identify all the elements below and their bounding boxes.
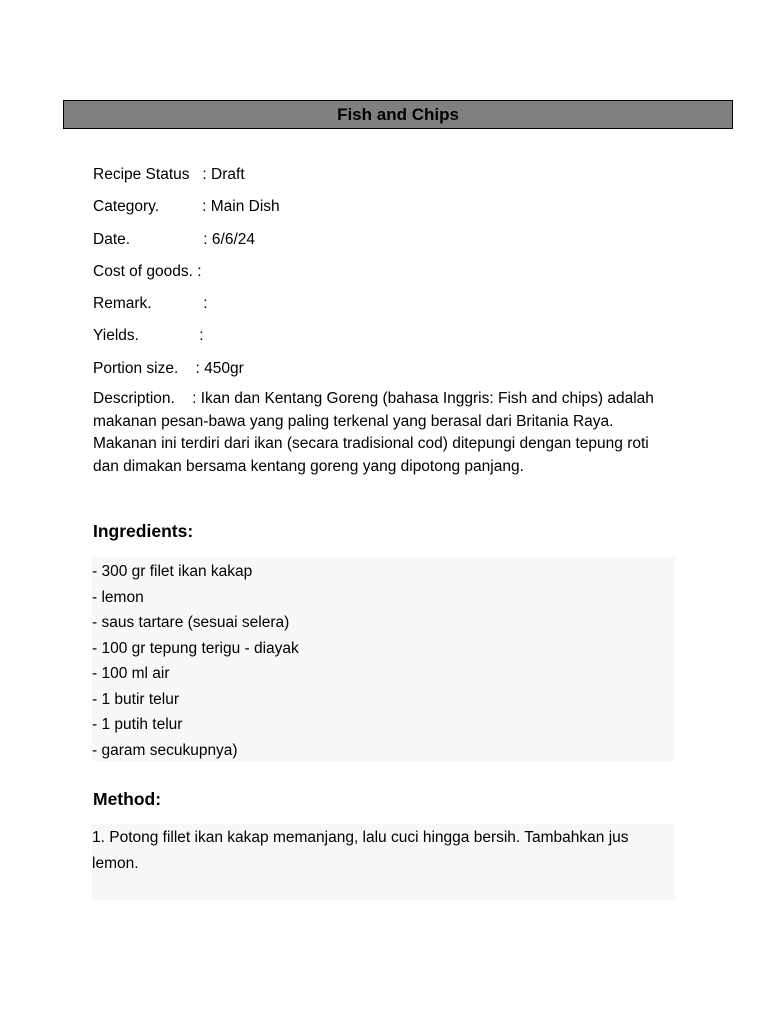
field-separator: :	[178, 359, 205, 377]
field-label: Remark.	[93, 295, 152, 313]
field-label: Recipe Status	[93, 166, 190, 183]
field-separator: :	[151, 295, 212, 313]
field-label: Date.	[93, 230, 131, 248]
list-item: - lemon	[92, 588, 144, 606]
list-item: - 300 gr filet ikan kakap	[92, 563, 253, 580]
field-portion-size	[93, 357, 683, 389]
field-yields	[93, 324, 683, 356]
list-item: - 100 ml air	[92, 665, 170, 682]
field-separator: :	[159, 198, 211, 216]
description-separator: :	[174, 390, 201, 407]
field-label: Portion size.	[93, 359, 179, 377]
list-item: - saus tartare (sesuai selera)	[92, 614, 290, 631]
field-recipe-status	[93, 163, 683, 195]
recipe-meta	[93, 163, 683, 389]
field-value: Main Dish	[210, 198, 280, 216]
field-separator: :	[192, 262, 206, 280]
field-separator: :	[189, 166, 212, 183]
method-step: 1. Potong fillet ikan kakap memanjang, lalu cuci hingga bersih. Tambahkan jus lemon.	[92, 829, 629, 872]
list-item: - 1 putih telur	[92, 716, 183, 733]
field-separator: :	[130, 230, 212, 248]
description-text: Ikan dan Kentang Goreng (bahasa Inggris: Fish and chips) adalah makanan pesan-bawa yang paling terkenal yang berasal dari Britania Raya. Makanan ini terdiri dari ikan (secara tradisional cod) ditepungi dengan tepung roti dan dimakan bersama kentang goreng yang dipotong panjang.	[93, 390, 654, 475]
field-label: Yields.	[93, 327, 139, 345]
field-value: 450gr	[204, 359, 244, 377]
field-value: Draft	[211, 166, 245, 183]
field-cost-of-goods	[93, 260, 683, 292]
field-value: 6/6/24	[211, 230, 255, 248]
list-item: - 100 gr tepung terigu - diayak	[92, 639, 299, 657]
method-steps	[92, 824, 675, 900]
field-category	[93, 195, 683, 227]
field-label: Cost of goods.	[93, 262, 193, 280]
description-label: Description.	[93, 390, 175, 407]
list-item: - garam secukupnya)	[92, 741, 238, 759]
list-item: - 1 butir telur	[92, 690, 180, 708]
field-separator: :	[138, 327, 208, 345]
ingredients-list	[92, 557, 675, 761]
method-heading: Method:	[93, 789, 162, 809]
ingredients-heading: Ingredients:	[93, 521, 194, 541]
recipe-title: Fish and Chips	[337, 105, 459, 124]
recipe-description	[93, 388, 668, 478]
field-date	[93, 228, 683, 260]
field-label: Category.	[93, 198, 160, 216]
field-remark	[93, 292, 683, 324]
title-bar	[63, 100, 733, 129]
